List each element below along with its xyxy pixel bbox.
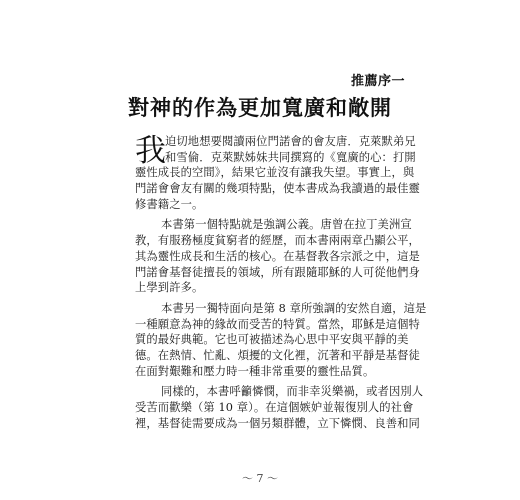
page-number: ～ 7 ～ [242,472,278,485]
text-line: 修書籍之一。 [135,197,204,211]
text-line: 門諾會會友有關的幾項特點，使本書成為我讀過的最佳靈 [135,182,420,196]
paragraph-1 [135,133,420,212]
paragraph-4 [135,384,424,431]
text-line: 裡，基督徒需要成為一個另類群體，立下憐憫、良善和同 [135,416,420,430]
page-title: 對神的作為更加寬廣和敞開 [128,96,392,120]
text-line: 和雪倫．克萊默姊妹共同撰寫的《寬廣的心：打開 [165,150,416,164]
text-line: 其為靈性成長和生活的核心。在基督教各宗派之中，這是 [135,249,420,263]
drop-cap: 我 [135,133,167,169]
text-line: 本書另一獨特面向是第 8 章所強調的安然自適，這是 [161,301,427,315]
paragraph-2 [135,217,420,295]
body-text [135,133,427,431]
text-line: 受苦而歡樂（第 10 章）。在這個嫉妒並報復別人的社會 [135,401,414,414]
text-line: 門諾會基督徒擅長的領域，所有跟隨耶穌的人可從他們身 [135,265,420,279]
text-line: 迫切地想要閱讀兩位門諾會的會友唐．克萊默弟兄 [165,135,416,148]
text-line: 教，有服務極度貧窮者的經歷，而本書兩兩章凸顯公平， [135,234,420,248]
paragraph-3 [135,301,427,379]
text-line: 質的最好典範。它也可被描述為心思中平安與平靜的美 [135,333,409,347]
text-line: 本書第一個特點就是強調公義。唐曾在拉丁美洲宣 [161,218,412,232]
text-line: 在面對艱難和壓力時一種非常重要的靈性品質。 [135,364,375,378]
text-line: 一種願意為神的緣故而受苦的特質。當然，耶穌是這個特 [135,317,420,331]
text-line: 靈性成長的空間》，結果它並沒有讓我失望。事實上，與 [135,166,415,180]
text-line: 德。在熱情、忙亂、煩擾的文化裡，沉著和平靜是基督徒 [135,348,420,362]
text-line: 同樣的，本書呼籲憐憫，而非幸災樂禍，或者因別人 [161,385,424,399]
text-line: 上學到許多。 [135,281,204,295]
section-label: 推薦序一 [350,74,405,89]
